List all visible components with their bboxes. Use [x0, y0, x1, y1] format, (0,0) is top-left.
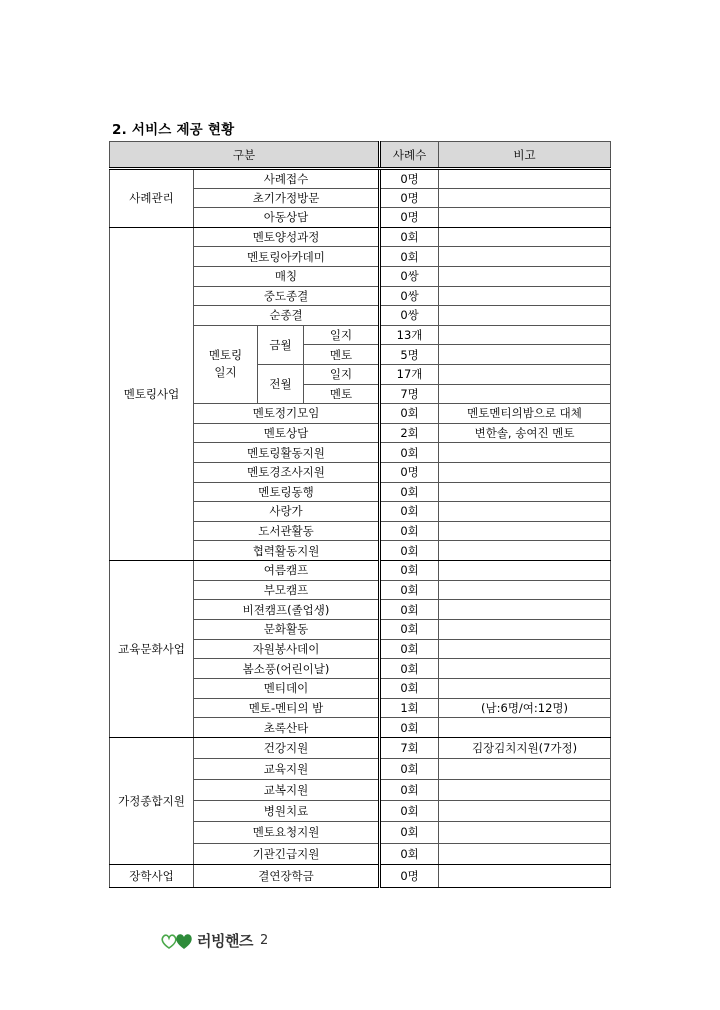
- count-cell: 0회: [380, 679, 439, 699]
- count-cell: 0쌍: [380, 306, 439, 326]
- remark-cell: [439, 227, 611, 247]
- remark-cell: 김장김치지원(7가정): [439, 738, 611, 759]
- count-cell: 0회: [380, 843, 439, 864]
- table-row: [110, 864, 611, 887]
- table-row: [110, 169, 611, 189]
- count-cell: 1회: [380, 698, 439, 718]
- item-cell: 문화활동: [194, 619, 380, 639]
- count-cell: 7회: [380, 738, 439, 759]
- group-label-scholarship: 장학사업: [110, 864, 194, 887]
- count-cell: 17개: [380, 364, 439, 384]
- remark-cell: [439, 580, 611, 600]
- remark-cell: [439, 801, 611, 822]
- count-cell: 0회: [380, 780, 439, 801]
- table-header-row: [110, 142, 611, 169]
- item-cell: 멘토-멘티의 밤: [194, 698, 380, 718]
- count-cell: 0회: [380, 619, 439, 639]
- count-cell: 0쌍: [380, 286, 439, 306]
- count-cell: 0회: [380, 521, 439, 541]
- count-cell: 0쌍: [380, 266, 439, 286]
- item-cell: 순종결: [194, 306, 380, 326]
- header-remarks: 비고: [439, 142, 611, 169]
- count-cell: 0회: [380, 404, 439, 424]
- remark-cell: [439, 718, 611, 738]
- count-cell: 0명: [380, 188, 439, 208]
- item-cell: 사례접수: [194, 169, 380, 189]
- remark-cell: [439, 600, 611, 620]
- count-cell: 0명: [380, 462, 439, 482]
- item-cell: 교육지원: [194, 759, 380, 780]
- hands-heart-logo-icon: [160, 931, 194, 951]
- remark-cell: [439, 521, 611, 541]
- remark-cell: [439, 679, 611, 699]
- remark-cell: [439, 462, 611, 482]
- group-label-case-management: 사례관리: [110, 169, 194, 228]
- item-cell: 멘토: [304, 345, 380, 365]
- count-cell: 0회: [380, 502, 439, 522]
- item-cell: 초록산타: [194, 718, 380, 738]
- item-cell: 초기가정방문: [194, 188, 380, 208]
- remark-cell: [439, 659, 611, 679]
- logo-text: 러빙핸즈: [197, 932, 253, 950]
- remark-cell: [439, 325, 611, 345]
- item-cell: 자원봉사데이: [194, 639, 380, 659]
- item-cell: 멘토양성과정: [194, 227, 380, 247]
- count-cell: 0회: [380, 560, 439, 580]
- header-cases: 사례수: [380, 142, 439, 169]
- item-cell: 일지: [304, 364, 380, 384]
- count-cell: 5명: [380, 345, 439, 365]
- item-cell: 멘티데이: [194, 679, 380, 699]
- count-cell: 0회: [380, 659, 439, 679]
- item-cell: 멘토링활동지원: [194, 443, 380, 463]
- item-cell: 여름캠프: [194, 560, 380, 580]
- remark-cell: [439, 541, 611, 561]
- item-cell: 기관긴급지원: [194, 843, 380, 864]
- footer: [160, 930, 268, 951]
- remark-cell: [439, 169, 611, 189]
- item-cell: 멘토요청지원: [194, 822, 380, 843]
- table-row: [110, 227, 611, 247]
- remark-cell: [439, 502, 611, 522]
- section-title: 2. 서비스 제공 현황: [112, 122, 235, 138]
- journal-month-label: 전월: [258, 364, 304, 403]
- count-cell: 0명: [380, 208, 439, 228]
- remark-cell: [439, 822, 611, 843]
- item-cell: 부모캠프: [194, 580, 380, 600]
- count-cell: 0회: [380, 541, 439, 561]
- item-cell: 매칭: [194, 266, 380, 286]
- remark-cell: [439, 759, 611, 780]
- item-cell: 비젼캠프(졸업생): [194, 600, 380, 620]
- item-cell: 교복지원: [194, 780, 380, 801]
- remark-cell: 변한솔, 송여진 멘토: [439, 423, 611, 443]
- remark-cell: [439, 443, 611, 463]
- item-cell: 봄소풍(어린이날): [194, 659, 380, 679]
- remark-cell: [439, 560, 611, 580]
- count-cell: 0명: [380, 864, 439, 887]
- remark-cell: [439, 345, 611, 365]
- mentoring-journal-label: 멘토링 일지: [194, 325, 258, 403]
- remark-cell: [439, 384, 611, 404]
- count-cell: 0회: [380, 600, 439, 620]
- item-cell: 멘토경조사지원: [194, 462, 380, 482]
- item-cell: 중도종결: [194, 286, 380, 306]
- journal-month-label: 금월: [258, 325, 304, 364]
- group-label-education-culture: 교육문화사업: [110, 560, 194, 737]
- remark-cell: [439, 843, 611, 864]
- count-cell: 0회: [380, 759, 439, 780]
- count-cell: 0회: [380, 718, 439, 738]
- count-cell: 0회: [380, 639, 439, 659]
- remark-cell: [439, 286, 611, 306]
- remark-cell: [439, 266, 611, 286]
- item-cell: 멘토정기모임: [194, 404, 380, 424]
- item-cell: 아동상담: [194, 208, 380, 228]
- remark-cell: [439, 208, 611, 228]
- remark-cell: [439, 639, 611, 659]
- table-row: [110, 738, 611, 759]
- remark-cell: [439, 188, 611, 208]
- count-cell: 0회: [380, 443, 439, 463]
- item-cell: 멘토링아카데미: [194, 247, 380, 267]
- count-cell: 0회: [380, 580, 439, 600]
- service-status-table: [109, 141, 611, 888]
- remark-cell: [439, 247, 611, 267]
- item-cell: 협력활동지원: [194, 541, 380, 561]
- count-cell: 0회: [380, 801, 439, 822]
- item-cell: 병원치료: [194, 801, 380, 822]
- item-cell: 도서관활동: [194, 521, 380, 541]
- remark-cell: [439, 482, 611, 502]
- item-cell: 멘토: [304, 384, 380, 404]
- count-cell: 2회: [380, 423, 439, 443]
- count-cell: 0회: [380, 247, 439, 267]
- table-row: [110, 560, 611, 580]
- count-cell: 0명: [380, 169, 439, 189]
- remark-cell: [439, 780, 611, 801]
- remark-cell: [439, 306, 611, 326]
- count-cell: 0회: [380, 482, 439, 502]
- remark-cell: 멘토멘티의밤으로 대체: [439, 404, 611, 424]
- count-cell: 13개: [380, 325, 439, 345]
- remark-cell: [439, 619, 611, 639]
- page-number: 2: [259, 933, 269, 948]
- item-cell: 결연장학금: [194, 864, 380, 887]
- item-cell: 사랑가: [194, 502, 380, 522]
- header-category: 구분: [110, 142, 380, 169]
- count-cell: 0회: [380, 822, 439, 843]
- count-cell: 0회: [380, 227, 439, 247]
- item-cell: 건강지원: [194, 738, 380, 759]
- count-cell: 7명: [380, 384, 439, 404]
- item-cell: 멘토상담: [194, 423, 380, 443]
- item-cell: 멘토링동행: [194, 482, 380, 502]
- item-cell: 일지: [304, 325, 380, 345]
- remark-cell: (남:6명/여:12명): [439, 698, 611, 718]
- remark-cell: [439, 864, 611, 887]
- remark-cell: [439, 364, 611, 384]
- group-label-family-support: 가정종합지원: [110, 738, 194, 865]
- group-label-mentoring: 멘토링사업: [110, 227, 194, 560]
